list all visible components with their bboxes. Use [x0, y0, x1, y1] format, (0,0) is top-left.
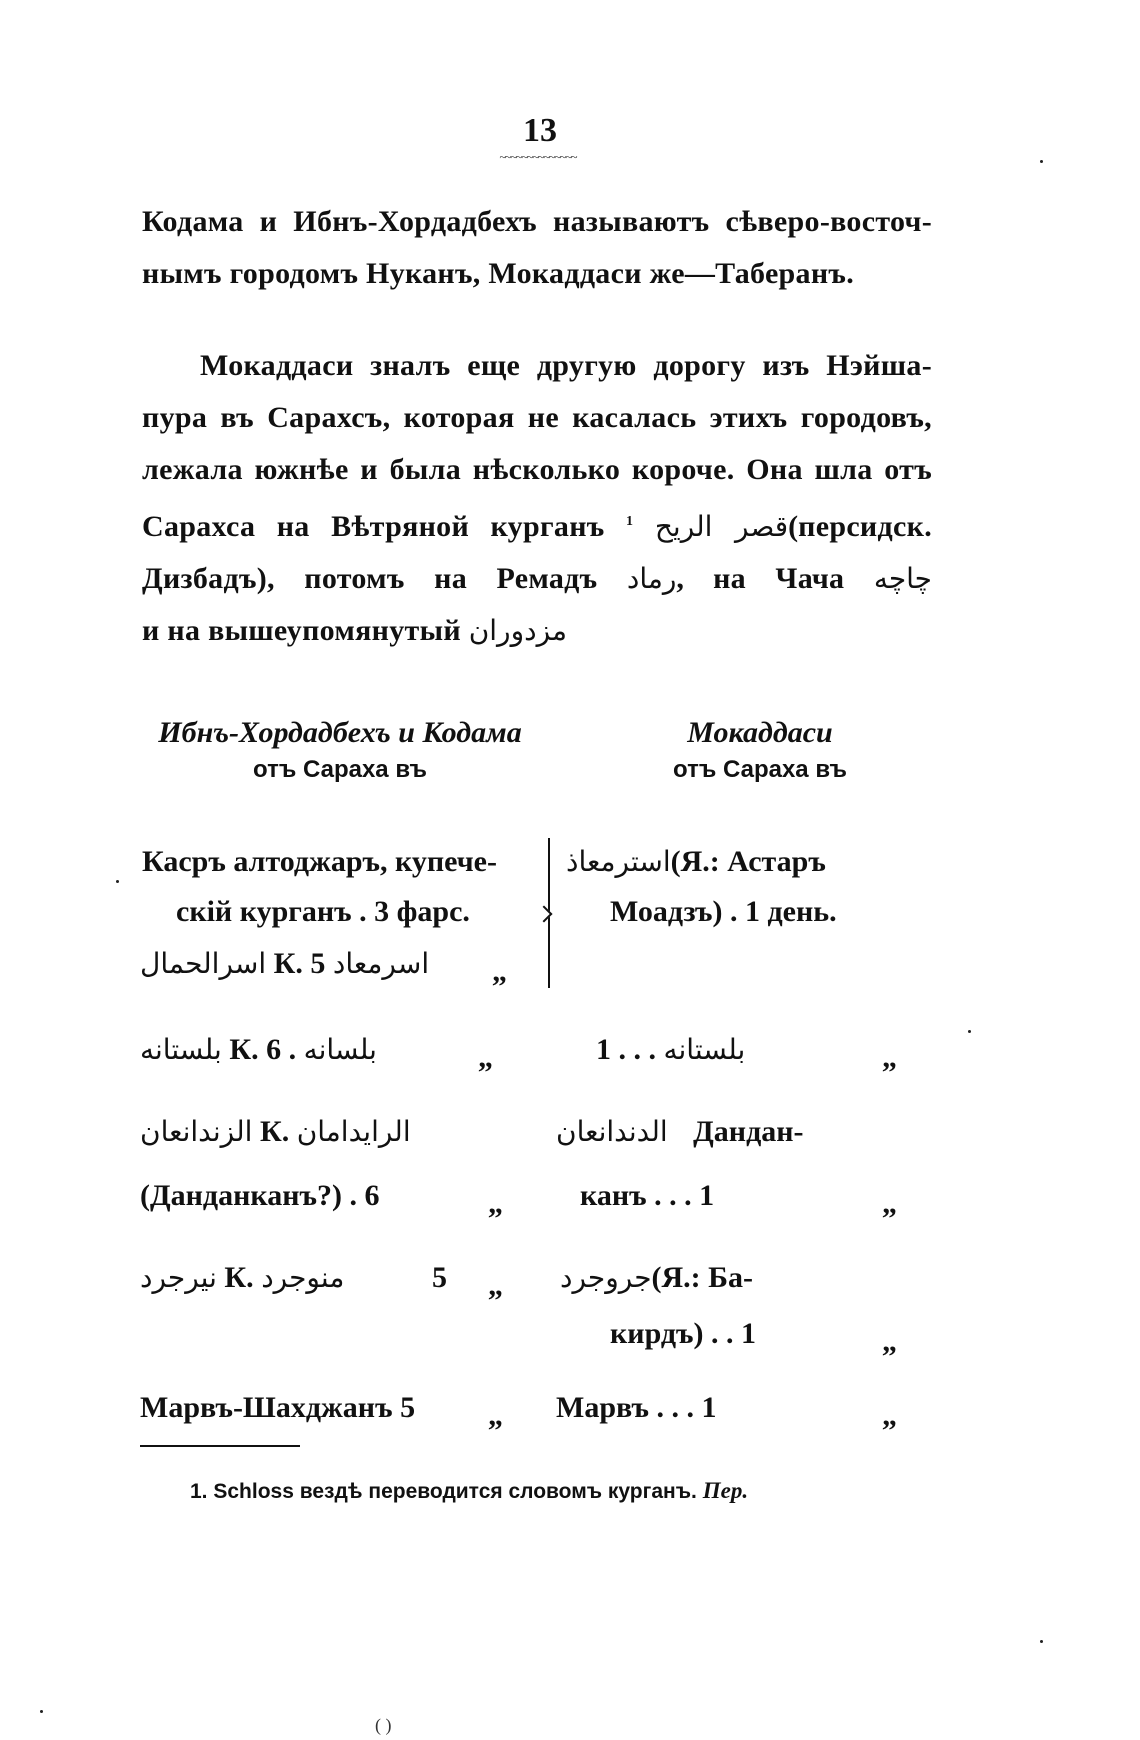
paper-speck — [1040, 1640, 1043, 1643]
arabic-qasr-al-rih: قصر الريح — [654, 510, 789, 543]
row1-left-line-c — [140, 944, 429, 984]
row1-left-arabic-1: اسرالحمال — [140, 947, 267, 980]
row5-right: Марвъ . . . 1 — [556, 1391, 717, 1424]
row3-left-unit: „ — [488, 1187, 503, 1220]
row1-left-num: 5 — [310, 947, 326, 980]
row4-left — [140, 1258, 344, 1298]
arabic-mazduran: مزدوران — [468, 614, 568, 647]
line6-text-a: и на вышеупомянутый — [142, 614, 461, 647]
footnote-marker: 1 — [626, 514, 634, 529]
row2-right-unit: „ — [882, 1041, 897, 1074]
paper-speck — [40, 1710, 43, 1713]
row3-right-arabic: الدندانعان — [556, 1115, 668, 1148]
paragraph-2-line-4 — [142, 496, 932, 553]
left-column-subtitle: отъ Сараха въ — [253, 756, 427, 783]
row4-right-line-a — [560, 1258, 753, 1298]
right-column-heading — [600, 716, 920, 784]
paragraph-1 — [142, 196, 932, 300]
curly-brace — [548, 838, 564, 988]
row2-right-value: . . . 1 — [596, 1033, 656, 1066]
row1-right-line-a — [566, 842, 826, 882]
row3-left-k: К. — [259, 1115, 290, 1148]
row3-left-line-b: (Данданканъ?) . 6 — [140, 1179, 380, 1212]
right-column-title: Мокаддаси — [687, 716, 833, 749]
row2-left-arabic-2: بلسانه — [303, 1033, 377, 1066]
row4-left-unit: „ — [488, 1269, 503, 1302]
paragraph-2-line-5 — [142, 553, 932, 605]
bottom-mark: ( ) — [375, 1715, 392, 1735]
row1-left-k: К. — [273, 947, 303, 980]
row2-right-arabic: بلستانه — [663, 1033, 746, 1066]
row5-left-unit: „ — [488, 1399, 503, 1432]
row3-left-arabic-2: الرايدامان — [296, 1115, 411, 1148]
left-column-title: Ибнъ-Хордадбехъ и Кодама — [158, 716, 522, 749]
footnote — [190, 1478, 748, 1504]
paper-speck — [968, 1030, 971, 1033]
line5-text-b: , на Чача — [676, 562, 845, 595]
row3-right-text-a: Дандан- — [693, 1115, 804, 1148]
row4-right-line-b: кирдъ) . . 1 — [610, 1317, 757, 1350]
row4-right-unit: „ — [882, 1325, 897, 1358]
row1-right-arabic: استرمعاذ — [566, 845, 671, 878]
row4-right-arabic: جروجرد — [560, 1261, 652, 1294]
page-number: 13 — [523, 112, 557, 149]
row4-left-num: 5 — [432, 1261, 447, 1294]
row3-left-line-a — [140, 1112, 411, 1152]
row3-right-unit: „ — [882, 1187, 897, 1220]
paper-speck — [1040, 160, 1043, 163]
row3-left-arabic-1: الزندانعان — [140, 1115, 253, 1148]
paper-speck — [116, 880, 119, 883]
row2-left-num: . 6 — [266, 1033, 297, 1066]
row1-right-text-a: (Я.: Астаръ — [670, 845, 826, 878]
header-ornament: ~~~~~~~~~~~~~~ — [499, 152, 577, 162]
left-column-heading — [140, 716, 540, 784]
row1-left-unit: „ — [492, 955, 507, 988]
paragraph-2-line-3: лежала южнѣе и была нѣсколько короче. Она шла отъ — [142, 453, 932, 486]
row2-left — [140, 1030, 377, 1070]
row4-left-k: К. — [224, 1261, 254, 1294]
row4-right-text-a: (Я.: Ба- — [651, 1261, 753, 1294]
arabic-remad: رماد — [626, 562, 677, 595]
row1-right-line-b: Моадзъ) . 1 день. — [610, 895, 837, 928]
paragraph-2-line-2: пура въ Сарахсъ, которая не касалась этихъ городовъ, — [142, 401, 932, 434]
paragraph-2-line-6 — [142, 605, 932, 657]
row5-right-unit: „ — [882, 1399, 897, 1432]
footnote-rule — [140, 1445, 300, 1447]
line4-text-a: Сарахса на Вѣтряной курганъ — [142, 510, 605, 543]
paragraph-1-line-2: нымъ городомъ Нуканъ, Мокаддаси же—Таберанъ. — [142, 257, 855, 290]
row1-left-line-a: Касръ алтоджаръ, купече- — [142, 845, 497, 878]
row5-left: Марвъ-Шахджанъ 5 — [140, 1391, 416, 1424]
row3-right-line-a — [556, 1112, 804, 1152]
footnote-abbr: Пер. — [702, 1478, 749, 1503]
row4-left-arabic-1: نيرجرد — [140, 1261, 217, 1294]
paragraph-1-line-1: Кодама и Ибнъ-Хордадбехъ называютъ сѣверо-восточ- — [142, 205, 932, 238]
right-column-subtitle: отъ Сараха въ — [673, 756, 847, 783]
row1-left-line-b: скій курганъ . 3 фарс. — [176, 895, 470, 928]
row2-right — [556, 1030, 745, 1070]
arabic-chacha: چاچه — [873, 562, 932, 595]
row3-right-line-b: канъ . . . 1 — [580, 1179, 715, 1212]
row1-left-arabic-2: اسرمعاد — [332, 947, 430, 980]
line5-text-a: Дизбадъ), потомъ на Ремадъ — [142, 562, 598, 595]
row2-left-unit: „ — [478, 1041, 493, 1074]
paragraph-2 — [142, 340, 932, 657]
row2-left-k: К. — [229, 1033, 259, 1066]
footnote-text: 1. Schloss вездѣ переводится словомъ курганъ. — [190, 1480, 697, 1503]
paragraph-2-line-1: Мокаддаси зналъ еще другую дорогу изъ Нэйша- — [200, 349, 932, 382]
row4-left-arabic-2: منوجرد — [261, 1261, 345, 1294]
row2-left-arabic-1: بلستانه — [140, 1033, 222, 1066]
line4-text-b: (персидск. — [788, 510, 932, 543]
